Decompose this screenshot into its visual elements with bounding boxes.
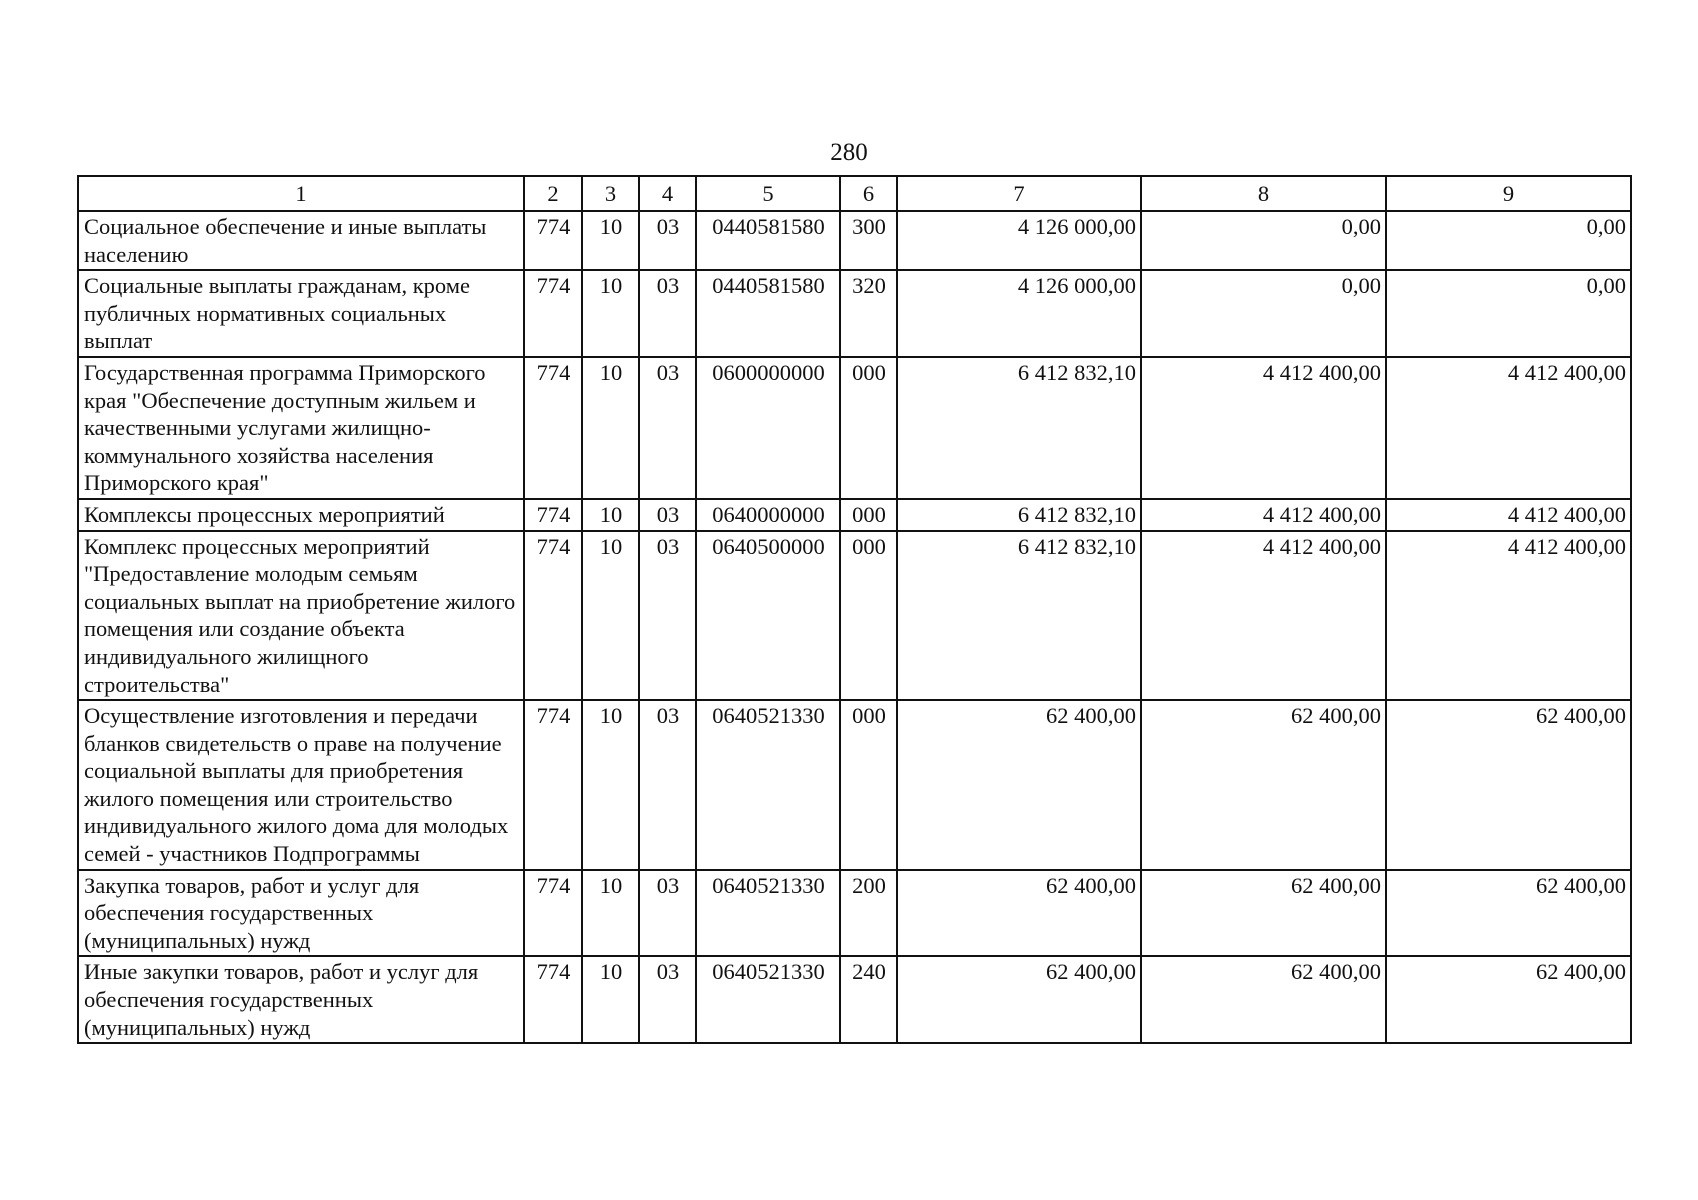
table-row (78, 357, 1631, 499)
item-name-cell: Государственная программа Приморского края "Обеспечение доступным жильем и качественными услугами жилищно-коммунального хозяйства населения Приморского края" (78, 357, 524, 499)
page-number: 280 (830, 139, 868, 166)
amount-col8-cell: 4 412 400,00 (1141, 357, 1386, 499)
subsection-cell: 03 (639, 499, 696, 531)
target-article-cell: 0640521330 (696, 700, 840, 870)
section-cell: 10 (582, 499, 639, 531)
ministry-code-cell: 774 (524, 499, 582, 531)
amount-col7-cell: 62 400,00 (897, 956, 1141, 1043)
budget-table (77, 175, 1632, 1044)
target-article-cell: 0640500000 (696, 531, 840, 701)
subsection-cell: 03 (639, 700, 696, 870)
ministry-code-cell: 774 (524, 211, 582, 270)
item-name-cell: Комплекс процессных мероприятий "Предоставление молодым семьям социальных выплат на приобретение жилого помещения или создание объекта индивидуального жилищного строительства" (78, 531, 524, 701)
expense-type-cell: 000 (840, 357, 897, 499)
target-article-cell: 0640000000 (696, 499, 840, 531)
amount-col9-cell: 4 412 400,00 (1386, 499, 1631, 531)
target-article-cell: 0600000000 (696, 357, 840, 499)
subsection-cell: 03 (639, 531, 696, 701)
column-header-4: 4 (639, 176, 696, 211)
amount-col9-cell: 62 400,00 (1386, 870, 1631, 957)
target-article-cell: 0440581580 (696, 270, 840, 357)
expense-type-cell: 200 (840, 870, 897, 957)
amount-col7-cell: 6 412 832,10 (897, 531, 1141, 701)
amount-col7-cell: 6 412 832,10 (897, 499, 1141, 531)
target-article-cell: 0640521330 (696, 956, 840, 1043)
amount-col8-cell: 62 400,00 (1141, 700, 1386, 870)
item-name-cell: Осуществление изготовления и передачи бланков свидетельств о праве на получение социальной выплаты для приобретения жилого помещения или строительство индивидуального жилого дома для молодых семей - участников Подпрограммы (78, 700, 524, 870)
expense-type-cell: 320 (840, 270, 897, 357)
ministry-code-cell: 774 (524, 357, 582, 499)
amount-col8-cell: 62 400,00 (1141, 956, 1386, 1043)
column-header-2: 2 (524, 176, 582, 211)
section-cell: 10 (582, 211, 639, 270)
amount-col7-cell: 62 400,00 (897, 870, 1141, 957)
ministry-code-cell: 774 (524, 531, 582, 701)
expense-type-cell: 000 (840, 499, 897, 531)
target-article-cell: 0440581580 (696, 211, 840, 270)
section-cell: 10 (582, 700, 639, 870)
amount-col8-cell: 4 412 400,00 (1141, 531, 1386, 701)
amount-col9-cell: 62 400,00 (1386, 956, 1631, 1043)
subsection-cell: 03 (639, 270, 696, 357)
item-name-cell: Комплексы процессных мероприятий (78, 499, 524, 531)
table-row (78, 956, 1631, 1043)
amount-col8-cell: 0,00 (1141, 270, 1386, 357)
expense-type-cell: 240 (840, 956, 897, 1043)
subsection-cell: 03 (639, 357, 696, 499)
column-header-9: 9 (1386, 176, 1631, 211)
amount-col8-cell: 62 400,00 (1141, 870, 1386, 957)
amount-col7-cell: 62 400,00 (897, 700, 1141, 870)
amount-col7-cell: 6 412 832,10 (897, 357, 1141, 499)
amount-col9-cell: 4 412 400,00 (1386, 531, 1631, 701)
table-row (78, 211, 1631, 270)
expense-type-cell: 000 (840, 531, 897, 701)
section-cell: 10 (582, 956, 639, 1043)
table-row (78, 270, 1631, 357)
section-cell: 10 (582, 270, 639, 357)
item-name-cell: Иные закупки товаров, работ и услуг для обеспечения государственных (муниципальных) нужд (78, 956, 524, 1043)
table-row (78, 870, 1631, 957)
amount-col9-cell: 0,00 (1386, 211, 1631, 270)
item-name-cell: Закупка товаров, работ и услуг для обеспечения государственных (муниципальных) нужд (78, 870, 524, 957)
ministry-code-cell: 774 (524, 700, 582, 870)
amount-col9-cell: 4 412 400,00 (1386, 357, 1631, 499)
column-header-3: 3 (582, 176, 639, 211)
item-name-cell: Социальное обеспечение и иные выплаты населению (78, 211, 524, 270)
column-header-5: 5 (696, 176, 840, 211)
ministry-code-cell: 774 (524, 956, 582, 1043)
column-header-1: 1 (78, 176, 524, 211)
amount-col8-cell: 4 412 400,00 (1141, 499, 1386, 531)
section-cell: 10 (582, 531, 639, 701)
amount-col9-cell: 0,00 (1386, 270, 1631, 357)
subsection-cell: 03 (639, 956, 696, 1043)
subsection-cell: 03 (639, 870, 696, 957)
expense-type-cell: 300 (840, 211, 897, 270)
target-article-cell: 0640521330 (696, 870, 840, 957)
table-row (78, 700, 1631, 870)
ministry-code-cell: 774 (524, 870, 582, 957)
subsection-cell: 03 (639, 211, 696, 270)
section-cell: 10 (582, 357, 639, 499)
column-header-7: 7 (897, 176, 1141, 211)
amount-col7-cell: 4 126 000,00 (897, 270, 1141, 357)
expense-type-cell: 000 (840, 700, 897, 870)
item-name-cell: Социальные выплаты гражданам, кроме публичных нормативных социальных выплат (78, 270, 524, 357)
column-header-6: 6 (840, 176, 897, 211)
amount-col8-cell: 0,00 (1141, 211, 1386, 270)
section-cell: 10 (582, 870, 639, 957)
amount-col9-cell: 62 400,00 (1386, 700, 1631, 870)
column-header-8: 8 (1141, 176, 1386, 211)
table-row (78, 499, 1631, 531)
ministry-code-cell: 774 (524, 270, 582, 357)
table-row (78, 531, 1631, 701)
amount-col7-cell: 4 126 000,00 (897, 211, 1141, 270)
header-row (78, 176, 1631, 211)
